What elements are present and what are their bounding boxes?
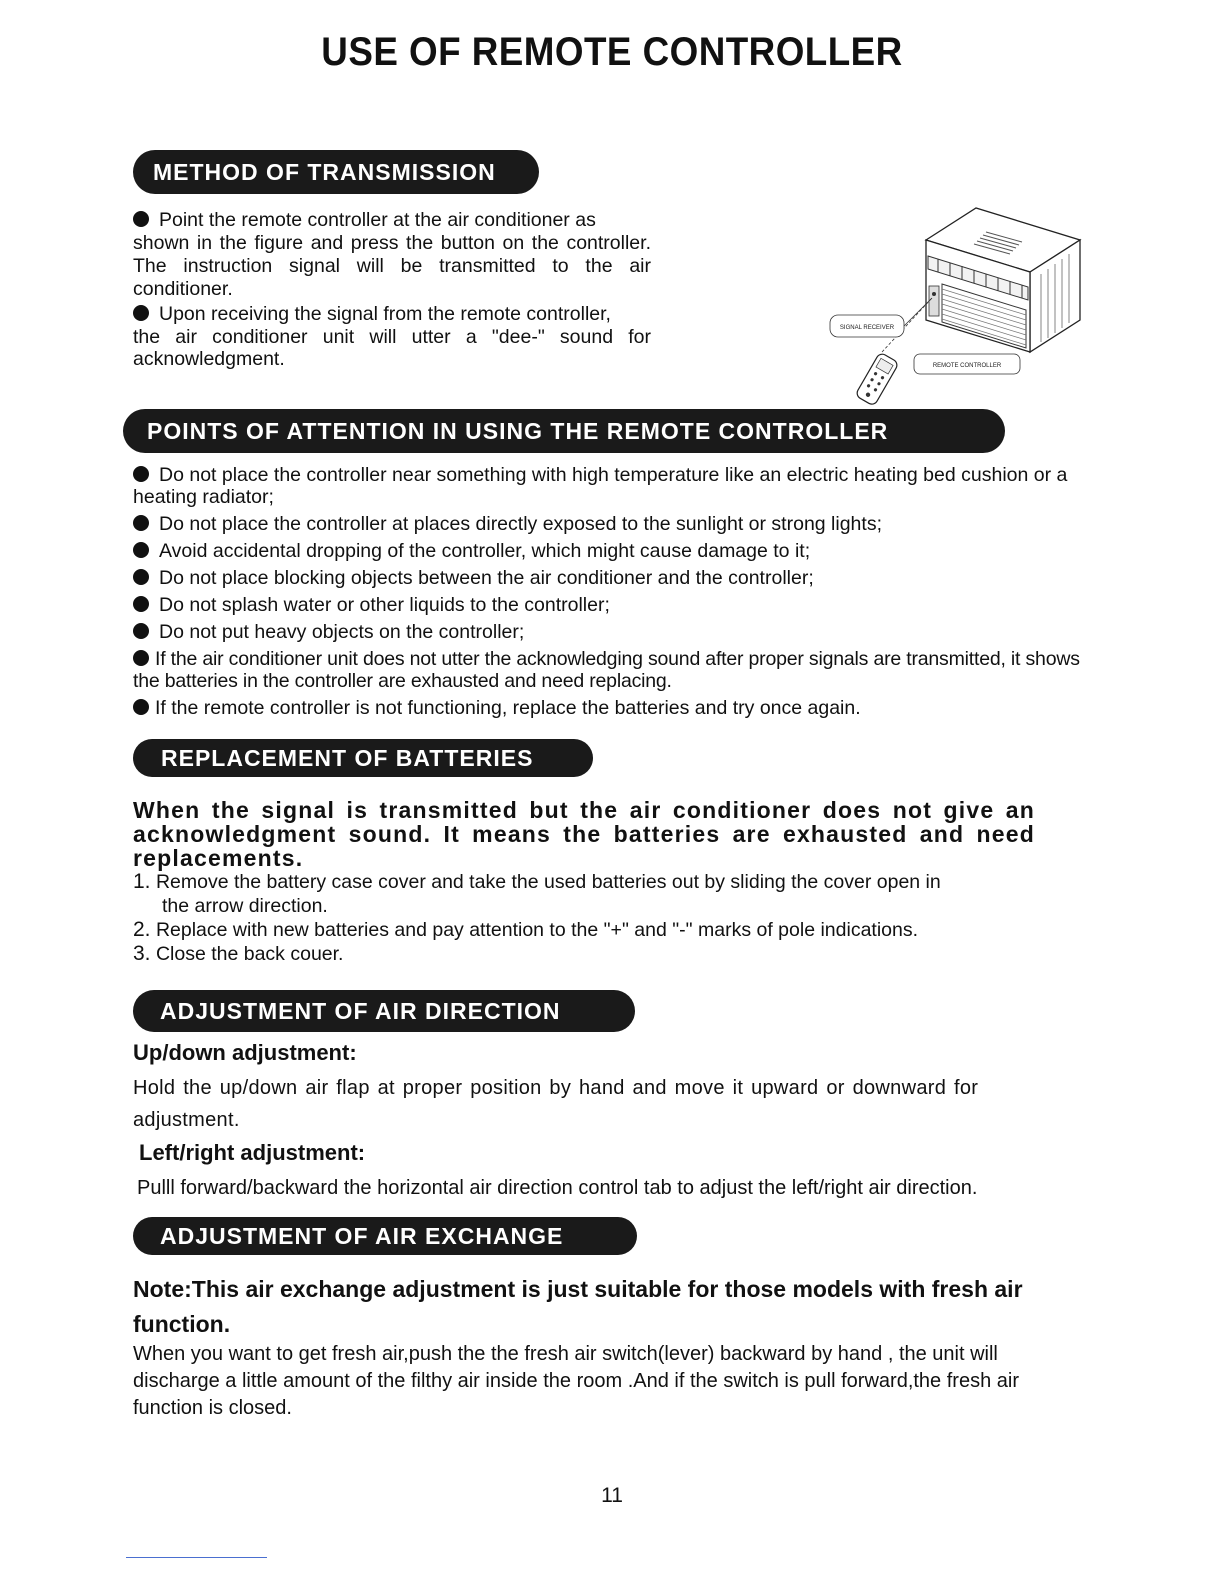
air-exchange-text: When you want to get fresh air,push the the fresh air switch(lever) backward by hand , the unit will discharge a little amount of the filthy air inside the room .And if the switch is pull forward,the fresh air function is closed. [133, 1343, 1019, 1419]
transmission-p2-first: Upon receiving the signal from the remote controller, [159, 303, 611, 325]
bullet-icon [133, 569, 149, 585]
step-text: Remove the battery case cover and take the used batteries out by sliding the cover open in [155, 871, 941, 893]
remote-controller-label: REMOTE CONTROLLER [932, 363, 1002, 369]
attention-item: Do not place the controller near something with high temperature like an electric heating bed cushion or a heating radiator; [133, 464, 1068, 508]
bullet-icon [133, 699, 149, 715]
leftright-text: Pulll forward/backward the horizontal air direction control tab to adjust the left/right air direction. [137, 1177, 978, 1199]
updown-title: Up/down adjustment: [133, 1040, 357, 1065]
bullet-icon [133, 466, 149, 482]
attention-item: Avoid accidental dropping of the controller, which might cause damage to it; [133, 540, 1085, 562]
step-number: 3. [133, 942, 151, 965]
bullet-icon [133, 305, 149, 321]
transmission-p1-rest: shown in the figure and press the button on the controller. The instruction signal will be transmitted to the air conditioner. [133, 232, 651, 300]
remote-controller-icon [855, 352, 899, 406]
control-panel [929, 286, 939, 316]
updown-text: Hold the up/down air flap at proper position by hand and move it upward or downward for adjustment. [133, 1077, 979, 1131]
transmission-p1-first: Point the remote controller at the air conditioner as [159, 209, 596, 231]
attention-item: If the air conditioner unit does not utter the acknowledging sound after proper signals are transmitted, it shows the batteries in the controller are exhausted and need replacing. [133, 648, 1080, 692]
step-text-continued: the arrow direction. [162, 895, 328, 917]
air-exchange-note: Note:This air exchange adjustment is just suitable for those models with fresh air function. [133, 1276, 1023, 1337]
attention-item: Do not splash water or other liquids to the controller; [133, 594, 1085, 616]
attention-list [133, 464, 1085, 719]
attention-item: If the remote controller is not functioning, replace the batteries and try once again. [133, 697, 1085, 719]
bullet-icon [133, 515, 149, 531]
section-heading-batteries: REPLACEMENT OF BATTERIES [133, 739, 593, 777]
transmission-paragraph-2 [133, 302, 651, 370]
signal-receiver-label: SIGNAL RECEIVER [839, 325, 895, 331]
attention-item: Do not place blocking objects between the air conditioner and the controller; [133, 567, 1085, 589]
bullet-icon [133, 596, 149, 612]
battery-step [133, 918, 1053, 942]
step-number: 1. [133, 870, 151, 893]
footer-rule [126, 1557, 267, 1558]
step-text: Close the back couer. [155, 943, 344, 965]
step-text: Replace with new batteries and pay attention to the "+" and "-" marks of pole indications. [155, 919, 919, 941]
step-number: 2. [133, 918, 151, 941]
bullet-icon [133, 542, 149, 558]
leftright-title: Left/right adjustment: [139, 1140, 366, 1165]
battery-step [133, 942, 1053, 966]
bullet-icon [133, 650, 149, 666]
page-number: 11 [601, 1484, 623, 1507]
attention-item: Do not place the controller at places directly exposed to the sunlight or strong lights; [133, 513, 1085, 535]
signal-receiver-dot-icon [932, 292, 936, 296]
batteries-steps [133, 870, 1053, 966]
page-title: USE OF REMOTE CONTROLLER [321, 30, 903, 74]
transmission-p2-rest: the air conditioner unit will utter a "dee-" sound for acknowledgment. [133, 326, 651, 370]
transmission-paragraph-1 [133, 208, 651, 301]
section-heading-attention: POINTS OF ATTENTION IN USING THE REMOTE CONTROLLER [123, 409, 1005, 453]
section-heading-air-direction: ADJUSTMENT OF AIR DIRECTION [133, 990, 635, 1032]
battery-step [133, 870, 1053, 918]
batteries-intro: When the signal is transmitted but the air conditioner does not give an acknowledgment sound. It means the batteries are exhausted and need replacements. [133, 797, 1035, 871]
attention-item: Do not put heavy objects on the controller; [133, 621, 1085, 643]
bullet-icon [133, 211, 149, 227]
air-conditioner-figure [826, 202, 1084, 408]
bullet-icon [133, 623, 149, 639]
section-heading-air-exchange: ADJUSTMENT OF AIR EXCHANGE [133, 1217, 637, 1255]
section-heading-transmission: METHOD OF TRANSMISSION [133, 150, 539, 194]
